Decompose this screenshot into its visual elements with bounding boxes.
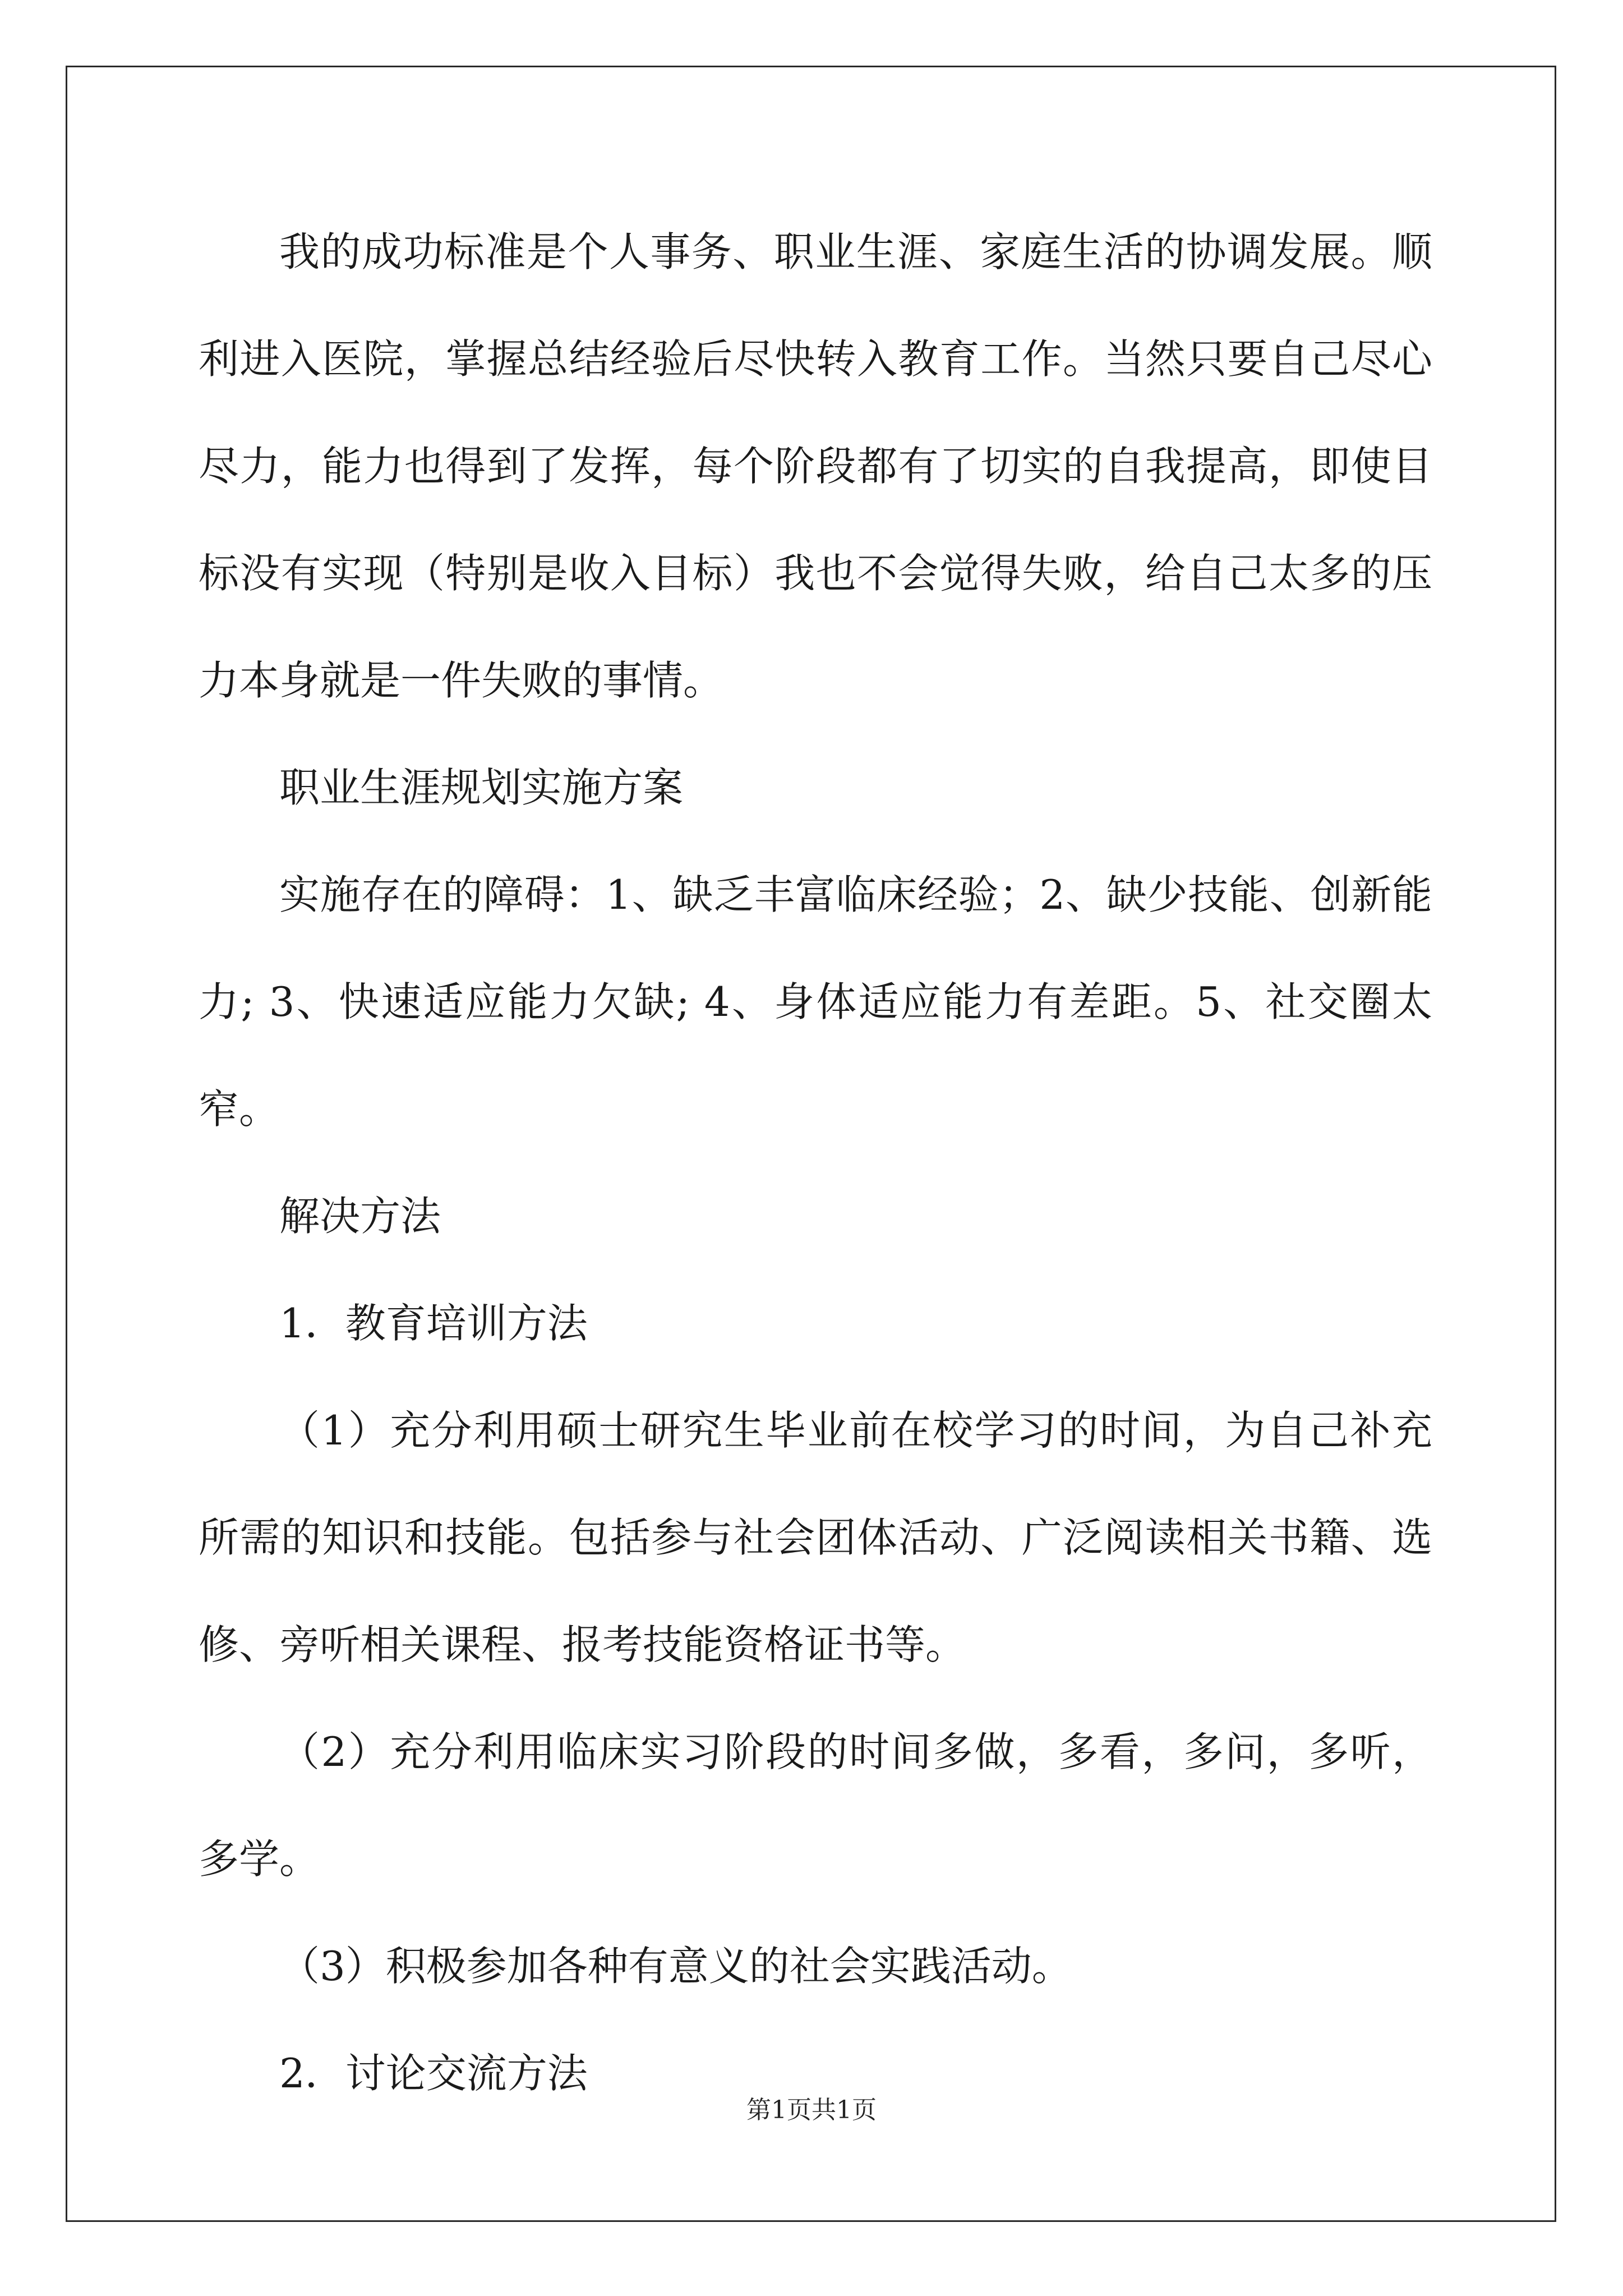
page-total: 共1页: [811, 2096, 877, 2124]
document-body: [199, 199, 1432, 2127]
paragraph-plan-heading: 职业生涯规划实施方案: [279, 764, 684, 811]
paragraph-education-heading: 1．教育培训方法: [279, 1300, 588, 1347]
paragraph-item-3: （3）积极参加各种有意义的社会实践活动。: [279, 1943, 1072, 1990]
page-number: 第1页: [746, 2096, 811, 2124]
paragraph-obstacles: 实施存在的障碍：1、缺乏丰富临床经验；2、缺少技能、创新能力; 3、快速适应能力欠缺; 4、身体适应能力有差距。5、社交圈太窄。: [199, 871, 1432, 1133]
paragraph-item-2: （2）充分利用临床实习阶段的时间多做，多看，多问，多听，多学。: [199, 1728, 1432, 1883]
paragraph-solutions-heading: 解决方法: [279, 1193, 441, 1240]
paragraph-success-standard: 我的成功标准是个人事务、职业生涯、家庭生活的协调发展。顺利进入医院，掌握总结经验后尽快转入教育工作。当然只要自己尽心尽力，能力也得到了发挥，每个阶段都有了切实的自我提高，即使目标没有实现（特别是收入目标）我也不会觉得失败，给自己太多的压力本身就是一件失败的事情。: [199, 228, 1432, 704]
paragraph-discussion-heading: 2．讨论交流方法: [279, 2050, 588, 2097]
page-footer: [0, 2090, 1623, 2125]
paragraph-item-1: （1）充分利用硕士研究生毕业前在校学习的时间，为自己补充所需的知识和技能。包括参与社会团体活动、广泛阅读相关书籍、选修、旁听相关课程、报考技能资格证书等。: [199, 1407, 1432, 1668]
